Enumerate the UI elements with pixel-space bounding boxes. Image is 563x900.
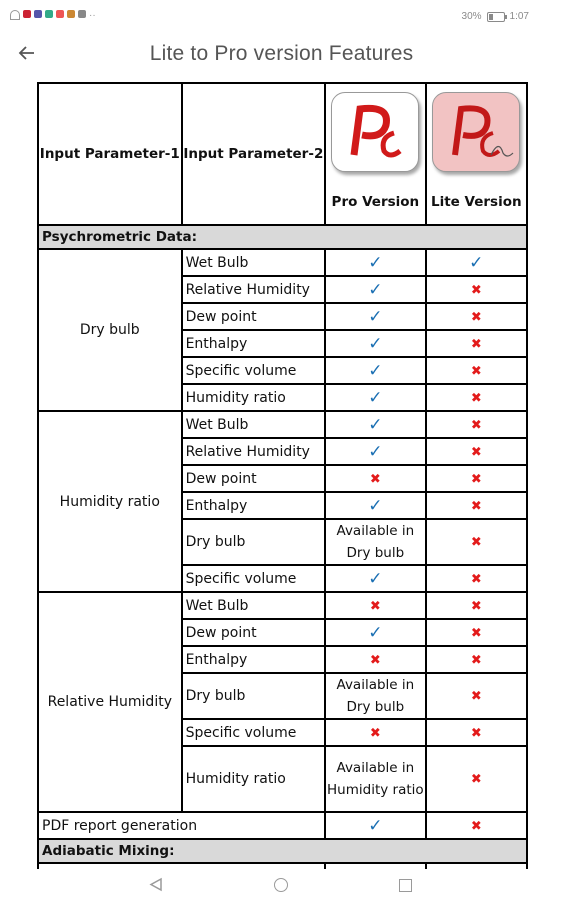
param-cell: Dew point (182, 465, 326, 492)
app-notification-icon (23, 10, 31, 18)
cross-icon: ✖ (369, 598, 381, 614)
pro-version-label: Pro Version (331, 194, 420, 210)
cross-icon: ✖ (470, 598, 482, 614)
header-input-parameter-2: Input Parameter-2 (182, 83, 326, 225)
param-cell: Wet Bulb (182, 249, 326, 276)
cross-icon: ✖ (470, 417, 482, 433)
cross-icon: ✖ (369, 725, 381, 741)
table-header-row (38, 83, 527, 225)
check-icon: ✓ (368, 333, 383, 354)
cross-icon: ✖ (470, 571, 482, 587)
battery-icon (487, 12, 505, 22)
param-cell: Relative Humidity (182, 438, 326, 465)
param-cell: Specific volume (182, 357, 326, 384)
cross-icon: ✖ (470, 444, 482, 460)
cross-icon: ✖ (470, 689, 482, 704)
cross-icon: ✖ (470, 309, 482, 325)
param-cell: Enthalpy (182, 330, 326, 357)
pdf-report-label: PDF report generation (38, 812, 325, 839)
nav-home-icon[interactable] (274, 878, 288, 892)
section-adiabatic-mixing: Adiabatic Mixing: (38, 839, 527, 863)
table-row (38, 812, 527, 839)
param-cell: Wet Bulb (182, 592, 326, 619)
cross-icon: ✖ (369, 471, 381, 487)
nav-recents-icon[interactable] (399, 879, 412, 892)
param-cell: Dew point (182, 619, 326, 646)
feature-table (37, 82, 528, 891)
section-psychrometric: Psychrometric Data: (38, 225, 527, 249)
lite-version-label: Lite Version (430, 194, 522, 210)
param-cell: Relative Humidity (182, 276, 326, 303)
navigation-bar (0, 869, 563, 900)
pro-app-logo (331, 92, 419, 172)
section-row (38, 225, 527, 249)
header-pro-version (325, 83, 425, 225)
cross-icon: ✖ (470, 363, 482, 379)
check-icon: ✓ (469, 252, 484, 273)
cross-icon: ✖ (470, 535, 482, 550)
check-icon: ✓ (368, 441, 383, 462)
availability-note: Available in Humidity ratio (325, 746, 425, 812)
check-icon: ✓ (368, 306, 383, 327)
status-bar (0, 0, 563, 34)
nav-back-icon[interactable] (150, 878, 162, 891)
check-icon: ✓ (368, 414, 383, 435)
param-cell: Dry bulb (182, 519, 326, 565)
table-row (38, 249, 527, 276)
param-cell: Dry bulb (182, 673, 326, 719)
cross-icon: ✖ (369, 652, 381, 668)
header-lite-version (426, 83, 527, 225)
battery-percent: 30% (461, 11, 482, 22)
check-icon: ✓ (368, 279, 383, 300)
table-row (38, 592, 527, 619)
app-notification-icon (34, 10, 42, 18)
param-cell: Humidity ratio (182, 746, 326, 812)
check-icon: ✓ (368, 387, 383, 408)
cross-icon: ✖ (470, 625, 482, 641)
table-row (38, 411, 527, 438)
page-title: Lite to Pro version Features (149, 42, 414, 65)
param-cell: Specific volume (182, 719, 326, 746)
lite-app-logo (432, 92, 520, 172)
check-icon: ✓ (368, 622, 383, 643)
status-right (462, 11, 529, 22)
feature-comparison-document[interactable] (37, 82, 528, 869)
cross-icon: ✖ (470, 471, 482, 487)
availability-note: Available in Dry bulb (325, 519, 425, 565)
app-notification-icon (45, 10, 53, 18)
group-label: Dry bulb (38, 249, 182, 411)
param-cell: Humidity ratio (182, 384, 326, 411)
check-icon: ✓ (368, 568, 383, 589)
app-bar (0, 34, 563, 78)
param-cell: Dew point (182, 303, 326, 330)
param-cell: Specific volume (182, 565, 326, 592)
app-notification-icon (78, 10, 86, 18)
notification-icons (10, 10, 96, 20)
check-icon: ✓ (368, 360, 383, 381)
app-notification-icon (56, 10, 64, 18)
cross-icon: ✖ (470, 652, 482, 668)
param-cell: Enthalpy (182, 646, 326, 673)
header-input-parameter-1: Input Parameter-1 (38, 83, 182, 225)
app-notification-icon (67, 10, 75, 18)
param-cell: Wet Bulb (182, 411, 326, 438)
cross-icon: ✖ (470, 772, 482, 787)
param-cell: Enthalpy (182, 492, 326, 519)
wifi-icon (10, 10, 20, 20)
cross-icon: ✖ (470, 725, 482, 741)
group-label: Humidity ratio (38, 411, 182, 592)
clock: 1:07 (509, 11, 529, 22)
cross-icon: ✖ (470, 390, 482, 406)
cross-icon: ✖ (470, 282, 482, 298)
cross-icon: ✖ (470, 818, 482, 834)
group-label: Relative Humidity (38, 592, 182, 812)
check-icon: ✓ (368, 495, 383, 516)
cross-icon: ✖ (470, 336, 482, 352)
availability-note: Available in Dry bulb (325, 673, 425, 719)
cross-icon: ✖ (470, 498, 482, 514)
more-notifications-icon: ·· (89, 10, 96, 21)
section-row (38, 839, 527, 863)
check-icon: ✓ (368, 252, 383, 273)
check-icon: ✓ (368, 815, 383, 836)
